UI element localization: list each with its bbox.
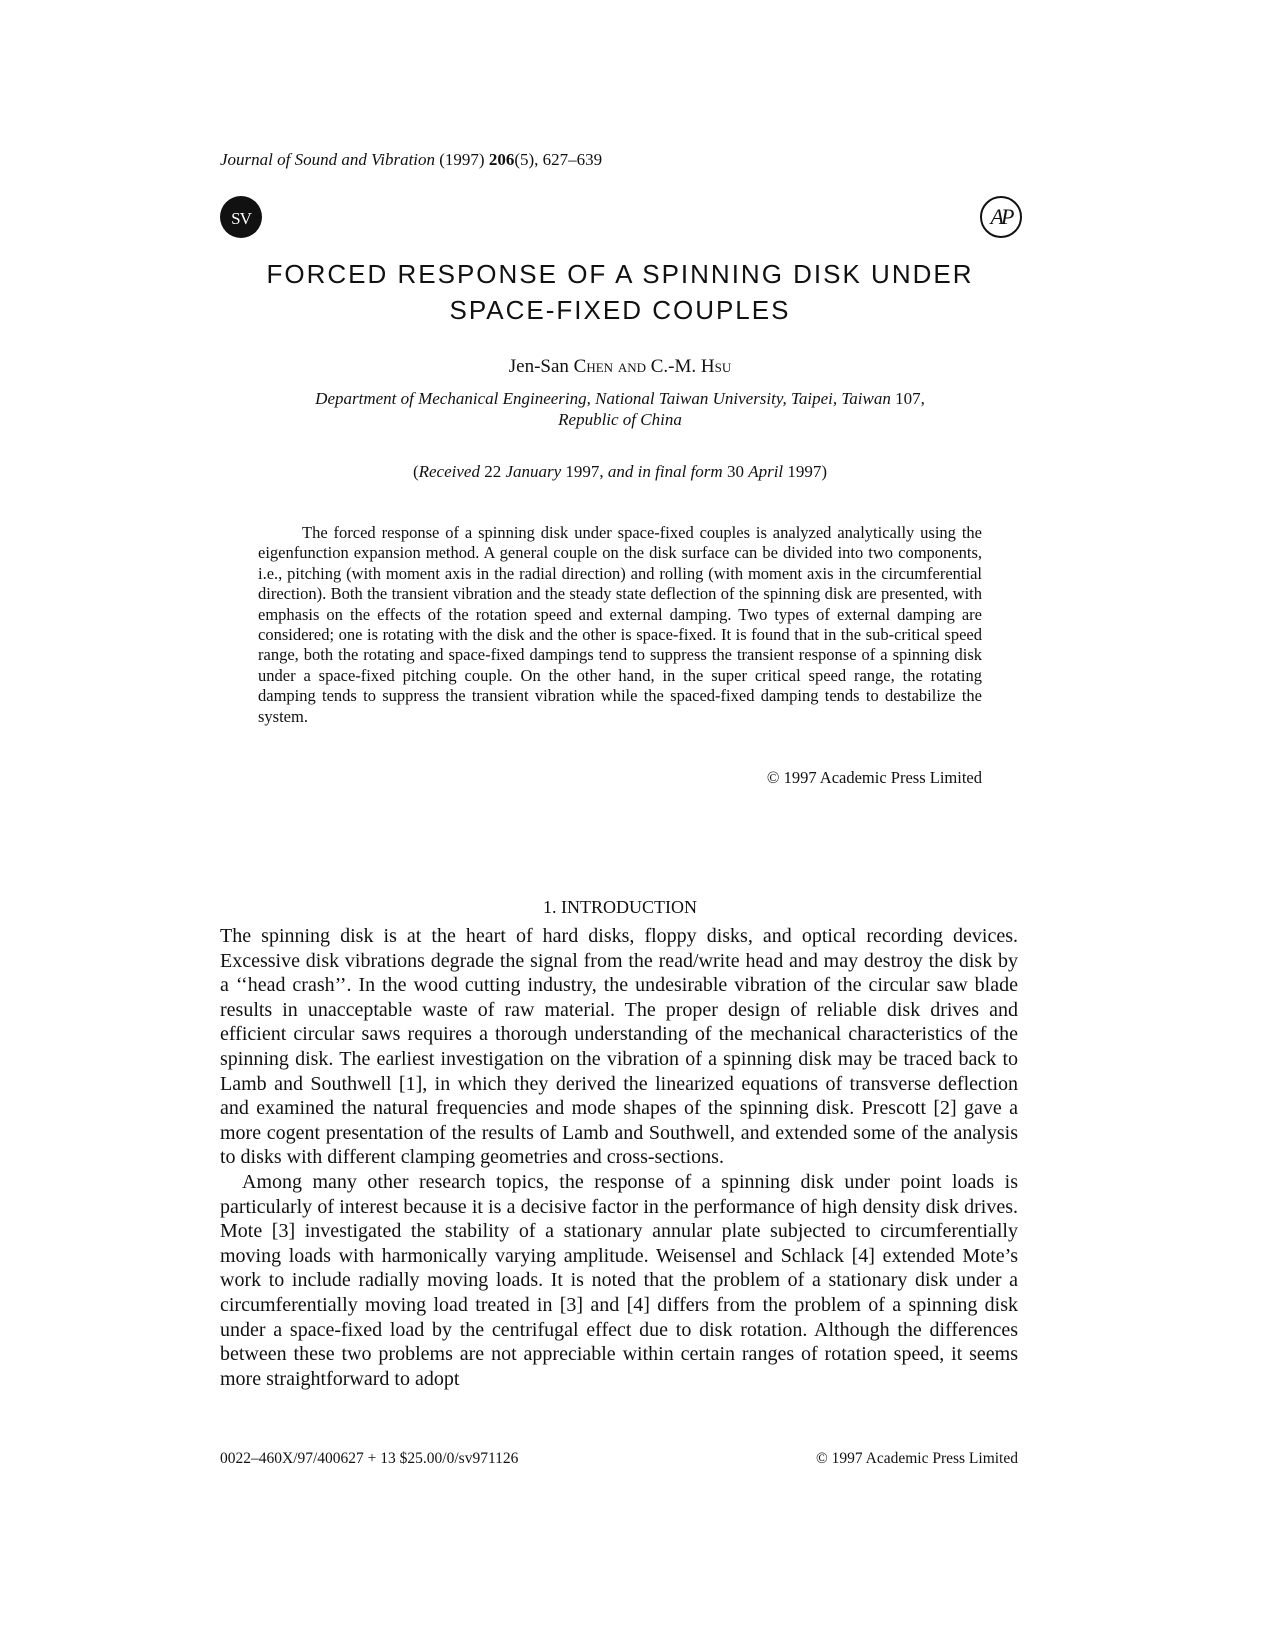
author-2-given: C.-M. (650, 356, 701, 377)
ap-logo-text: AP (990, 204, 1012, 229)
paragraph-2: Among many other research topics, the response of a spinning disk under point loads is particularly of interest because it is a decisive factor in the performance of high density disk drives. Mote [3] investigated the stability of a stationary annular plate subjected to circumferentially moving loads with harmonically varying amplitude. Weisensel and Schlack [4] extended Mote’s work to include radially moving loads. It is noted that the problem of a stationary disk under a circumferentially moving load treated in [3] and [4] differs from the problem of a spinning disk under a space-fixed load by the centrifugal effect due to disk rotation. Although the differences between these two problems are not appreciable within certain ranges of rotation speed, it seems more straightforward to adopt (220, 1170, 1018, 1390)
author-2-surname: Hsu (700, 356, 732, 377)
received-month: January (505, 462, 562, 481)
author-and: and (613, 356, 651, 377)
paper-title (220, 256, 1020, 328)
journal-issue-pages: (5), 627–639 (514, 150, 603, 169)
final-day: 30 (722, 462, 749, 481)
title-line-1: FORCED RESPONSE OF A SPINNING DISK UNDER (266, 259, 974, 289)
received-dates (220, 462, 1020, 482)
received-day: 22 (479, 462, 506, 481)
footer-code: 0022–460X/97/400627 + 13 $25.00/0/sv971126 (220, 1450, 519, 1467)
sv-logo-top-letter: I (239, 181, 243, 192)
paragraph-1: The spinning disk is at the heart of hard disks, floppy disks, and optical recording devices. Excessive disk vibrations degrade the signal from the read/write head and may destroy the disk by a ‘‘head crash’’. In the wood cutting industry, the undesirable vibration of the circular saw blade results in unacceptable waste of raw material. The proper design of reliable disk drives and efficient circular saws requires a thorough understanding of the mechanical characteristics of the spinning disk. The earliest investigation on the vibration of a spinning disk may be traced back to Lamb and Southwell [1], in which they derived the linearized equations of transverse deflection and examined the natural frequencies and mode shapes of the spinning disk. Prescott [2] gave a more cogent presentation of the results of Lamb and Southwell, and extended some of the analysis to disks with different clamping geometries and cross-sections. (220, 925, 1018, 1169)
affiliation-line-2: Republic of China (558, 410, 682, 429)
final-form-label: and in final form (607, 462, 723, 481)
final-year: 1997) (783, 462, 828, 481)
journal-volume: 206 (488, 150, 515, 169)
affiliation-postcode: 107, (890, 389, 925, 408)
received-year: 1997, (561, 462, 608, 481)
author-1-surname: Chen (573, 356, 614, 377)
section-heading: 1. INTRODUCTION (543, 897, 697, 917)
ap-logo (980, 196, 1022, 238)
affiliation (258, 388, 982, 430)
affiliation-line-1 (258, 388, 982, 409)
title-line-2: SPACE-FIXED COUPLES (449, 295, 791, 325)
author-1-given: Jen-San (508, 356, 574, 377)
received-label: Received (418, 462, 480, 481)
received-open-paren: ( (412, 462, 419, 481)
sv-logo (220, 181, 262, 238)
final-month: April (748, 462, 784, 481)
abstract-copyright: © 1997 Academic Press Limited (766, 768, 982, 787)
journal-citation (220, 150, 602, 170)
sv-logo-text: SV (231, 209, 251, 228)
footer-copyright: © 1997 Academic Press Limited (815, 1450, 1018, 1467)
body-text (220, 924, 1018, 1391)
journal-name: Journal of Sound and Vibration (220, 150, 436, 169)
journal-year: (1997) (439, 150, 485, 169)
author-list (220, 356, 1020, 378)
affiliation-institution: Department of Mechanical Engineering, National Taiwan University, Taipei, Taiwan (315, 389, 891, 408)
abstract: The forced response of a spinning disk under space-fixed couples is analyzed analytically using the eigenfunction expansion method. A general couple on the disk surface can be divided into two components, i.e., pitching (with moment axis in the radial direction) and rolling (with moment axis in the circumferential direction). Both the transient vibration and the steady state deflection of the spinning disk are presented, with emphasis on the effects of the rotation speed and external damping. Two types of external damping are considered; one is rotating with the disk and the other is space-fixed. It is found that in the sub-critical speed range, both the rotating and space-fixed dampings tend to suppress the transient response of a spinning disk under a space-fixed pitching couple. On the other hand, in the super critical speed range, the rotating damping tends to suppress the transient vibration while the spaced-fixed damping tends to destabilize the system. (258, 523, 982, 726)
